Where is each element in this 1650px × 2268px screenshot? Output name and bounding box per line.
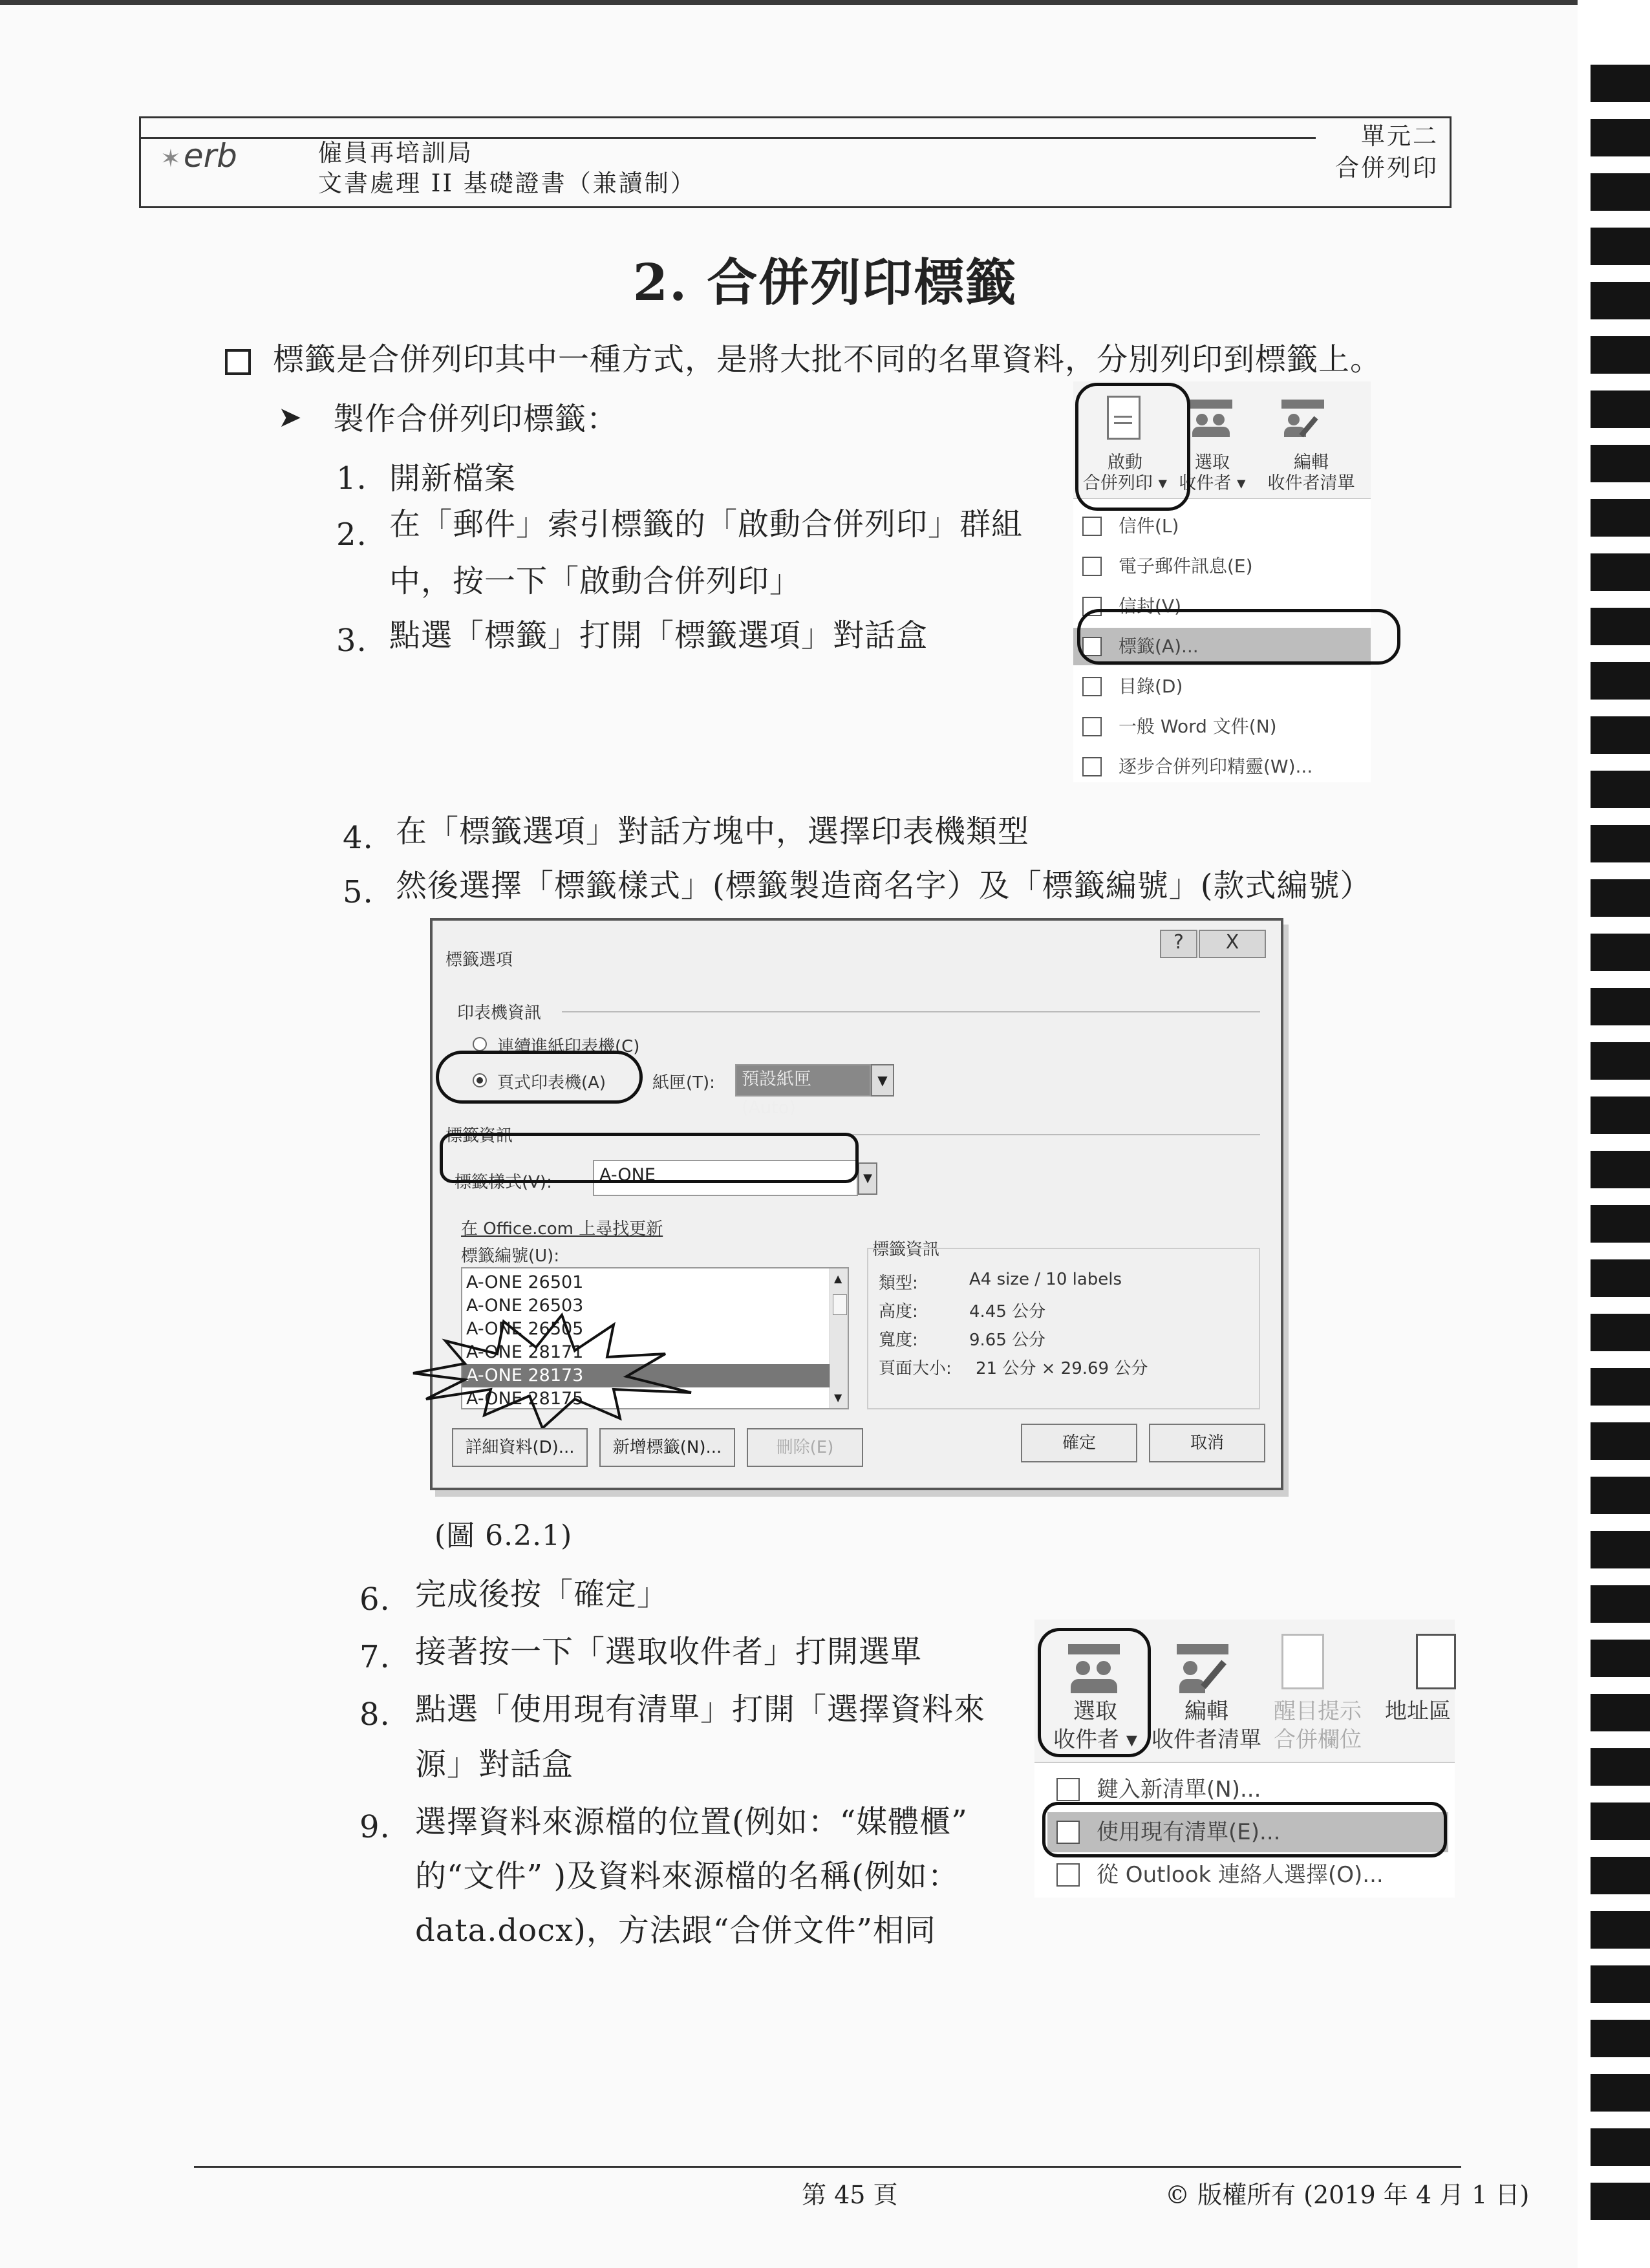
chevron-down-icon[interactable]: ▼ xyxy=(871,1064,894,1097)
step-number: 2. xyxy=(336,517,367,553)
menu-item-label: 信封(V)... xyxy=(1119,595,1199,617)
edit-recipient-list-icon xyxy=(1281,400,1324,438)
select-recipients-line2: 收件者 ▾ xyxy=(1179,473,1246,493)
scroll-up-icon[interactable]: ▲ xyxy=(834,1272,842,1285)
edit-recipient-list-icon xyxy=(1177,1644,1228,1695)
label-options-dialog xyxy=(430,918,1283,1490)
binder-hole xyxy=(1591,879,1650,917)
step-9-line2: 的“文件” )及資料來源檔的名稱(例如： xyxy=(415,1858,959,1894)
info-value: 21 公分 × 29.69 公分 xyxy=(976,1359,1148,1378)
office-update-link[interactable]: 在 Office.com 上尋找更新 xyxy=(461,1219,663,1239)
delete-button[interactable]: 刪除(E) xyxy=(747,1428,863,1467)
dialog-title: 標籤選項 xyxy=(445,950,513,970)
radio-page-label: 頁式印表機(A) xyxy=(497,1073,606,1093)
binder-hole xyxy=(1591,1097,1650,1134)
page-number: 第 45 頁 xyxy=(802,2181,898,2209)
menu-item[interactable] xyxy=(1073,708,1371,745)
address-block-icon xyxy=(1416,1634,1456,1689)
starburst-highlight-icon xyxy=(407,1302,704,1431)
info-row xyxy=(879,1355,1254,1384)
step-8-line2: 源」對話盒 xyxy=(415,1746,574,1782)
list-item[interactable]: A-ONE 28175 xyxy=(466,1389,584,1409)
list-scrollbar[interactable] xyxy=(830,1268,849,1409)
binder-hole xyxy=(1591,390,1650,428)
cancel-button[interactable]: 取消 xyxy=(1149,1424,1265,1462)
menu-item-label: 信件(L) xyxy=(1119,515,1179,537)
binder-strip xyxy=(1578,0,1650,2268)
step-9-line1: 選擇資料來源檔的位置(例如：“媒體櫃” xyxy=(415,1804,968,1840)
tray-label: 紙匣(T): xyxy=(652,1073,715,1093)
unit-label: 單元二 xyxy=(1361,122,1439,150)
vendor-select[interactable]: A-ONE xyxy=(593,1160,858,1196)
edit-list-label[interactable] xyxy=(1148,1697,1265,1754)
email-icon xyxy=(1082,557,1102,576)
address-block-label[interactable] xyxy=(1385,1697,1455,1726)
scroll-thumb[interactable] xyxy=(833,1294,847,1315)
edit-list-line1: 編輯 xyxy=(1184,1698,1228,1724)
binder-hole xyxy=(1591,1205,1650,1243)
binder-hole xyxy=(1591,2020,1650,2057)
topic-label: 合併列印 xyxy=(1335,154,1439,182)
step-6-text: 完成後按「確定」 xyxy=(415,1576,669,1612)
close-button[interactable]: X xyxy=(1199,930,1266,958)
binder-hole xyxy=(1591,2074,1650,2112)
start-merge-line1: 啟動 xyxy=(1108,453,1142,473)
details-button[interactable]: 詳細資料(D)... xyxy=(452,1428,588,1467)
radio-continuous-label: 連續進紙印表機(C) xyxy=(497,1037,640,1056)
select-recipients-callout xyxy=(1038,1628,1151,1757)
info-row xyxy=(879,1327,1254,1355)
page-printer-callout xyxy=(436,1051,643,1104)
course-name: 文書處理 II 基礎證書（兼讀制） xyxy=(318,169,696,197)
menu-item[interactable] xyxy=(1073,668,1371,705)
start-merge-line2: 合併列印 ▾ xyxy=(1082,473,1168,493)
binder-hole xyxy=(1591,988,1650,1025)
copyright: © 版權所有 (2019 年 4 月 1 日) xyxy=(1165,2181,1530,2209)
highlight-fields-line2: 合併欄位 xyxy=(1274,1727,1362,1753)
edit-list-label[interactable] xyxy=(1253,453,1369,494)
letter-icon xyxy=(1082,517,1102,536)
binder-hole xyxy=(1591,1259,1650,1297)
ok-button[interactable]: 確定 xyxy=(1021,1424,1137,1462)
edit-list-line2: 收件者清單 xyxy=(1267,473,1355,493)
step-2-line1: 在「郵件」索引標籤的「啟動合併列印」群組 xyxy=(389,506,1023,542)
scroll-down-icon[interactable]: ▼ xyxy=(834,1391,842,1404)
binder-hole xyxy=(1591,119,1650,156)
step-7-text: 接著按一下「選取收件者」打開選單 xyxy=(415,1634,923,1670)
list-item[interactable]: A-ONE 28173 xyxy=(462,1364,830,1387)
footer-rule xyxy=(194,2166,1461,2168)
word-doc-icon xyxy=(1082,717,1102,736)
binder-hole xyxy=(1591,553,1650,591)
info-row xyxy=(879,1298,1254,1327)
info-key: 寬度: xyxy=(879,1331,918,1350)
highlight-fields-icon xyxy=(1281,1634,1324,1689)
step-3-text: 點選「標籤」打開「標籤選項」對話盒 xyxy=(389,617,928,654)
step-number: 6. xyxy=(359,1581,391,1618)
step-number: 9. xyxy=(359,1809,391,1845)
outlook-contacts-icon xyxy=(1056,1863,1080,1887)
menu-item[interactable] xyxy=(1073,748,1371,786)
binder-hole xyxy=(1591,1422,1650,1460)
radio-continuous[interactable] xyxy=(473,1037,487,1051)
intro-text: 標籤是合併列印其中一種方式，是將大批不同的名單資料，分別列印到標籤上。 xyxy=(273,341,1382,378)
info-key: 類型: xyxy=(879,1274,918,1293)
edit-list-line2: 收件者清單 xyxy=(1152,1727,1261,1753)
info-value: 9.65 公分 xyxy=(969,1331,1046,1350)
chevron-down-icon[interactable]: ▼ xyxy=(858,1162,877,1195)
menu-item-label: 目錄(D) xyxy=(1119,676,1183,697)
info-rows xyxy=(879,1270,1254,1384)
binder-hole xyxy=(1591,1965,1650,2003)
binder-hole xyxy=(1591,65,1650,102)
binder-hole xyxy=(1591,1477,1650,1514)
binder-hole xyxy=(1591,1368,1650,1406)
info-group-label: 標籤資訊 xyxy=(872,1240,940,1259)
binder-hole xyxy=(1591,771,1650,808)
binder-hole xyxy=(1591,934,1650,971)
step-9-line3: data.docx)，方法跟“合併文件”相同 xyxy=(415,1912,936,1949)
label-info-group: 標籤資訊 xyxy=(445,1126,513,1146)
binder-hole xyxy=(1591,825,1650,862)
binder-hole xyxy=(1591,336,1650,374)
org-name: 僱員再培訓局 xyxy=(318,139,473,167)
info-value: 4.45 公分 xyxy=(969,1302,1046,1321)
binder-hole xyxy=(1591,445,1650,482)
step-number: 8. xyxy=(359,1696,391,1733)
header-divider xyxy=(139,137,1316,139)
binder-hole xyxy=(1591,1314,1650,1351)
list-item[interactable]: A-ONE 26503 xyxy=(466,1296,584,1316)
binder-hole xyxy=(1591,608,1650,645)
menu-item[interactable] xyxy=(1073,508,1371,545)
info-row xyxy=(879,1270,1254,1298)
binder-hole xyxy=(1591,662,1650,700)
highlight-fields-line1: 醒目提示 xyxy=(1274,1698,1362,1724)
menu-item-label: 電子郵件訊息(E) xyxy=(1119,555,1253,577)
edit-list-line1: 編輯 xyxy=(1294,453,1329,473)
start-merge-callout xyxy=(1075,383,1190,511)
vendor-callout xyxy=(440,1133,859,1183)
tray-select[interactable]: 預設紙匣 (Auto) xyxy=(735,1064,871,1097)
binder-hole xyxy=(1591,1911,1650,1949)
labels-callout xyxy=(1077,609,1400,665)
highlight-fields-label[interactable] xyxy=(1272,1697,1363,1754)
binder-hole xyxy=(1591,173,1650,211)
menu-item[interactable] xyxy=(1073,548,1371,585)
star-icon: ✶ xyxy=(160,144,181,173)
list-item[interactable]: A-ONE 26505 xyxy=(466,1319,584,1339)
wizard-icon xyxy=(1082,757,1102,776)
menu-item[interactable] xyxy=(1047,1855,1448,1895)
step-8-line1: 點選「使用現有清單」打開「選擇資料來 xyxy=(415,1691,986,1728)
arrow-bullet-icon: ➤ xyxy=(278,401,302,434)
menu-item-label: 鍵入新清單(N)... xyxy=(1097,1777,1261,1803)
menu-item-label: 逐步合併列印精靈(W)... xyxy=(1119,756,1313,777)
address-block-line1: 地址區 xyxy=(1385,1698,1451,1724)
new-list-icon xyxy=(1056,1778,1080,1801)
binder-hole xyxy=(1591,716,1650,754)
step-number: 7. xyxy=(359,1639,391,1675)
product-number-label: 標籤編號(U): xyxy=(461,1246,560,1266)
menu-item-label: 標籤(A)... xyxy=(1119,636,1199,657)
list-item[interactable]: A-ONE 28171 xyxy=(466,1342,584,1362)
binder-hole xyxy=(1591,1748,1650,1786)
use-existing-list-callout xyxy=(1042,1802,1447,1857)
binder-hole xyxy=(1591,1151,1650,1188)
step-5-text: 然後選擇「標籤樣式」(標籤製造商名字）及「標籤編號」(款式編號） xyxy=(396,868,1372,904)
binder-hole xyxy=(1591,1857,1650,1894)
info-key: 頁面大小: xyxy=(879,1359,952,1378)
new-label-button[interactable]: 新增標籤(N)... xyxy=(599,1428,735,1467)
step-1-text: 開新檔案 xyxy=(389,460,517,497)
binder-hole xyxy=(1591,1042,1650,1080)
select-recipients-icon xyxy=(1190,400,1232,438)
binder-hole xyxy=(1591,1803,1650,1840)
page-title: 2. 合併列印標籤 xyxy=(632,253,1018,312)
scan-top-edge xyxy=(0,0,1650,5)
subheading: 製作合併列印標籤： xyxy=(333,401,619,437)
select-recipients-line2: 收件者 ▾ xyxy=(1053,1727,1137,1753)
list-item[interactable]: A-ONE 26501 xyxy=(466,1272,584,1292)
directory-icon xyxy=(1082,677,1102,696)
printer-group-label: 印表機資訊 xyxy=(457,1003,542,1023)
binder-hole xyxy=(1591,2183,1650,2220)
help-button[interactable]: ? xyxy=(1160,930,1197,958)
figure-caption: (圖 6.2.1) xyxy=(434,1519,573,1552)
select-recipients-line1: 選取 xyxy=(1195,453,1230,473)
binder-hole xyxy=(1591,1531,1650,1568)
menu-item-label: 一般 Word 文件(N) xyxy=(1119,716,1277,737)
binder-hole xyxy=(1591,499,1650,537)
step-number: 4. xyxy=(343,820,374,856)
info-key: 高度: xyxy=(879,1302,918,1321)
checkbox-bullet-icon xyxy=(225,349,251,375)
step-number: 3. xyxy=(336,623,367,659)
menu-item-label: 使用現有清單(E)... xyxy=(1097,1819,1281,1845)
binder-hole xyxy=(1591,1694,1650,1731)
divider xyxy=(562,1011,1260,1012)
erb-logo: ✶erb xyxy=(160,137,237,175)
binder-hole xyxy=(1591,1585,1650,1623)
binder-hole xyxy=(1591,1640,1650,1677)
vendor-label: 標籤樣式(V): xyxy=(455,1173,552,1192)
menu-item-label: 從 Outlook 連絡人選擇(O)... xyxy=(1097,1862,1384,1888)
select-recipients-line1: 選取 xyxy=(1073,1698,1117,1724)
binder-hole xyxy=(1591,2128,1650,2166)
step-number: 5. xyxy=(343,874,374,910)
info-value: A4 size / 10 labels xyxy=(969,1270,1122,1289)
step-number: 1. xyxy=(336,460,367,497)
step-4-text: 在「標籤選項」對話方塊中，選擇印表機類型 xyxy=(396,813,1030,850)
step-2-line2: 中，按一下「啟動合併列印」 xyxy=(389,563,802,599)
